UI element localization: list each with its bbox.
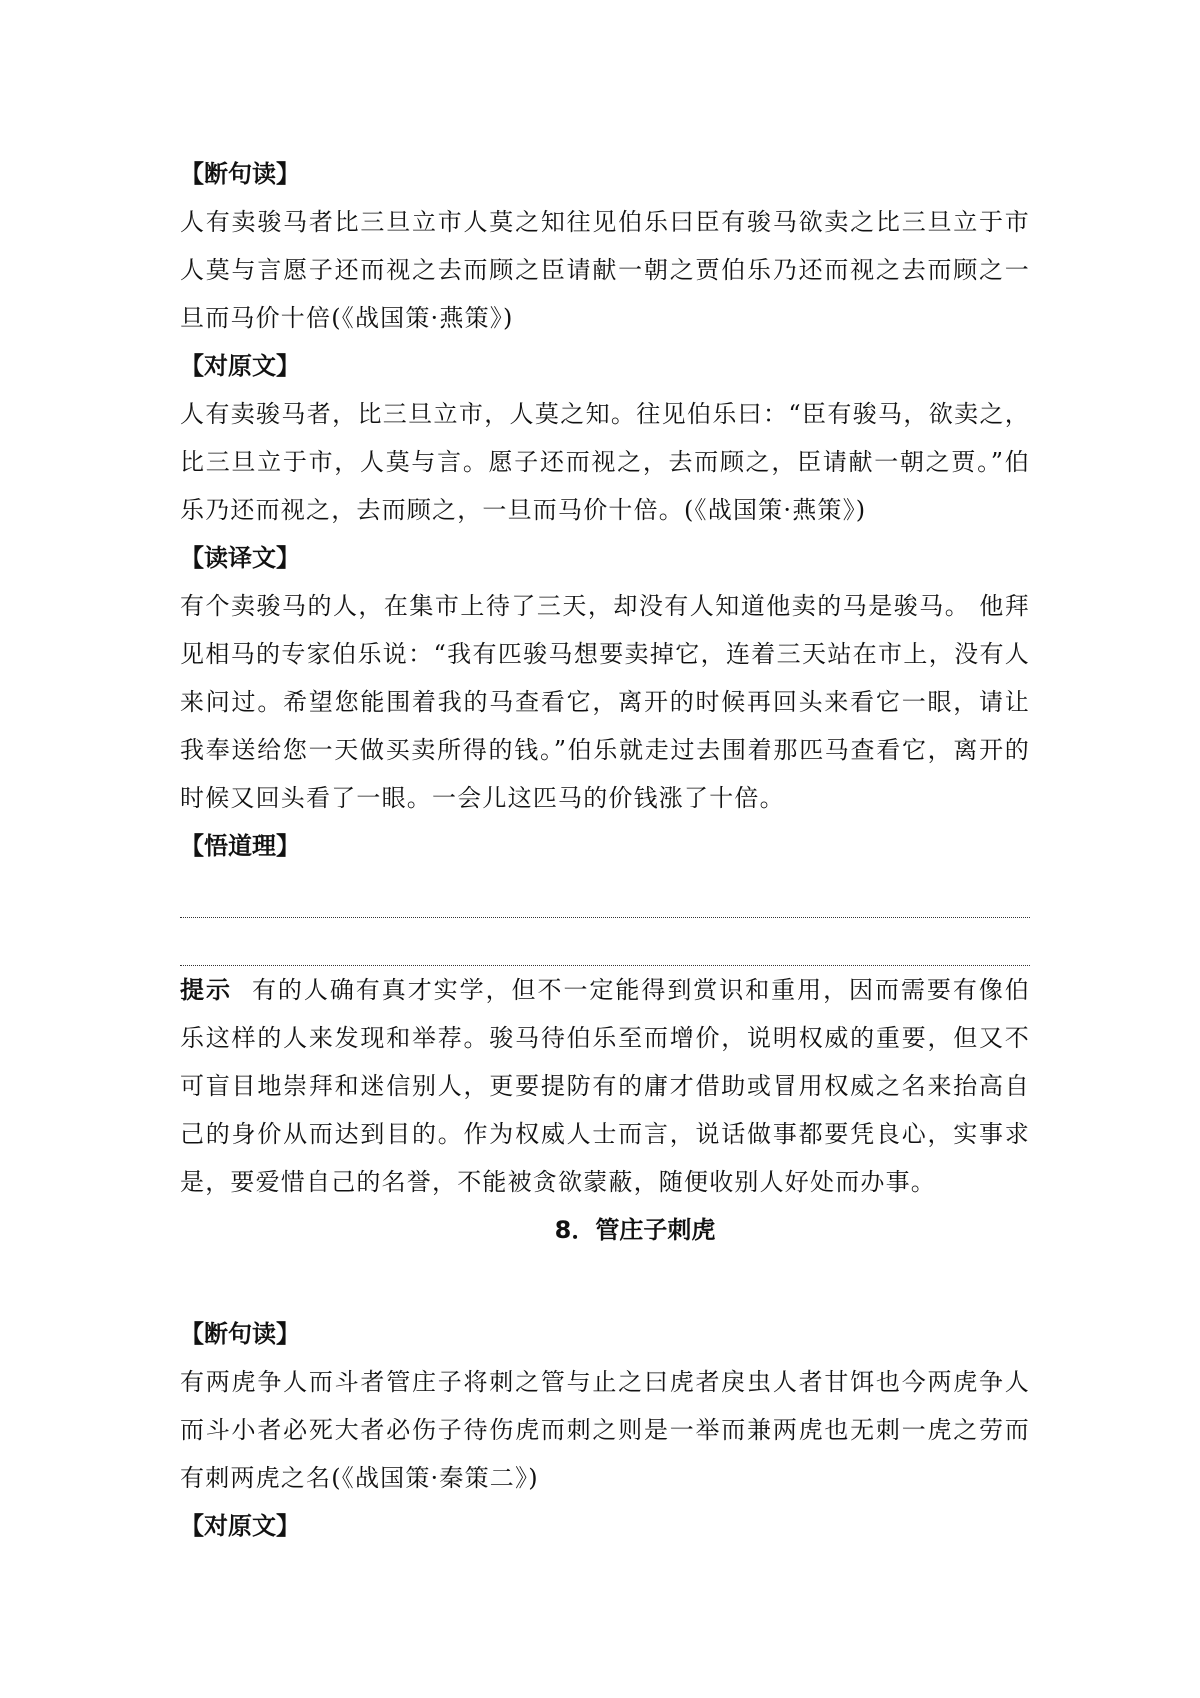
yiwen-text: 有个卖骏马的人，在集市上待了三天，却没有人知道他卖的马是骏马。 他拜见相马的专家伯乐说：“我有匹骏马想要卖掉它，连着三天站在市上，没有人来问过。希望您能围着我的马查看它，离开的时候再回头来看它一眼，请让我奉送给您一天做买卖所得的钱。”伯乐就走过去围着那匹马查看它，离开的时候又回头看了一眼。一会儿这匹马的价钱涨了十倍。 <box>180 592 1030 812</box>
hint-text: 有的人确有真才实学，但不一定能得到赏识和重用，因而需要有像伯乐这样的人来发现和举荐。骏马待伯乐至而增价，说明权威的重要，但又不可盲目地崇拜和迷信别人，更要提防有的庸才借助或冒用权威之名来抬高自己的身价从而达到目的。作为权威人士而言，说话做事都要凭良心，实事求是，要爱惜自己的名誉，不能被贪欲蒙蔽，随便收别人好处而办事。 <box>180 976 1031 1196</box>
section-spacer <box>180 1254 1030 1310</box>
heading-daoli: 【悟道理】 <box>180 832 300 860</box>
section-title: 8．管庄子刺虎 <box>554 1216 716 1244</box>
heading-yuanwen: 【对原文】 <box>180 352 300 380</box>
heading-duanju: 【断句读】 <box>180 160 300 188</box>
heading-yuanwen-2: 【对原文】 <box>180 1512 300 1540</box>
duanju-text-2: 有两虎争人而斗者管庄子将刺之管与止之曰虎者戾虫人者甘饵也今两虎争人而斗小者必死大者必伤子待伤虎而刺之则是一举而兼两虎也无刺一虎之劳而有刺两虎之名(《战国策·秦策二》) <box>180 1368 1030 1492</box>
hint-paragraph <box>180 966 1030 1206</box>
answer-line-1[interactable] <box>180 870 1030 918</box>
hint-label: 提示 <box>180 976 232 1004</box>
answer-line-2[interactable] <box>180 918 1030 966</box>
duanju-text: 人有卖骏马者比三旦立市人莫之知往见伯乐曰臣有骏马欲卖之比三旦立于市人莫与言愿子还而视之去而顾之臣请献一朝之贾伯乐乃还而视之去而顾之一旦而马价十倍(《战国策·燕策》) <box>180 208 1030 332</box>
yuanwen-text: 人有卖骏马者，比三旦立市，人莫之知。往见伯乐曰：“臣有骏马，欲卖之，比三旦立于市，人莫与言。愿子还而视之，去而顾之，臣请献一朝之贾。”伯乐乃还而视之，去而顾之，一旦而马价十倍。(《战国策·燕策》) <box>180 400 1030 524</box>
document-page <box>180 150 1030 1550</box>
heading-duanju-2: 【断句读】 <box>180 1320 300 1348</box>
heading-yiwen: 【读译文】 <box>180 544 300 572</box>
